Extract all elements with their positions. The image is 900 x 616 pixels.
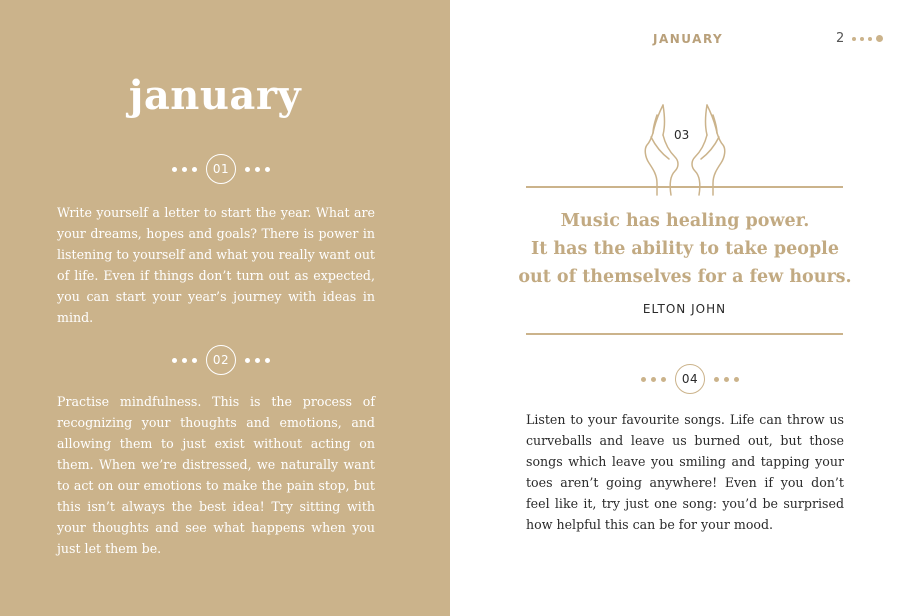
page-dot bbox=[876, 35, 883, 42]
page-number bbox=[836, 31, 883, 46]
divider-dot bbox=[182, 358, 187, 363]
clapping-hands-icon bbox=[635, 103, 735, 199]
divider-dot bbox=[714, 377, 719, 382]
quote-line: It has the ability to take people bbox=[531, 239, 839, 259]
divider-dot bbox=[651, 377, 656, 382]
divider-dot bbox=[192, 167, 197, 172]
entry-number-badge: 04 bbox=[675, 364, 705, 394]
divider-dot bbox=[255, 358, 260, 363]
divider-dot bbox=[245, 167, 250, 172]
entry-number-badge: 02 bbox=[206, 345, 236, 375]
entry-text-04: Listen to your favourite songs. Life can throw us curveballs and leave us burned out, but those songs which leave you smiling and tapping your toes aren’t going anywhere! Even if you don’t feel like it, try just one song: you’d be surprised how helpful this can be for your mood. bbox=[526, 412, 844, 532]
quote-bottom-rule bbox=[526, 333, 843, 335]
divider-dot bbox=[265, 167, 270, 172]
divider-dot bbox=[724, 377, 729, 382]
quote-top-rule bbox=[526, 186, 843, 188]
divider-dot bbox=[641, 377, 646, 382]
page-dot bbox=[852, 37, 856, 41]
entry-number-badge: 01 bbox=[206, 154, 236, 184]
entry-number-03: 03 bbox=[674, 128, 690, 142]
quote-line: out of themselves for a few hours. bbox=[518, 267, 852, 287]
entry-divider-01 bbox=[172, 154, 270, 184]
quote-author: ELTON JOHN bbox=[642, 302, 727, 316]
entry-divider-02 bbox=[172, 345, 270, 375]
divider-dot bbox=[172, 167, 177, 172]
right-page bbox=[450, 0, 900, 616]
entry-text-02: Practise mindfulness. This is the process of recognizing your thoughts and emotions, and allowing them to just exist without acting on them. When we’re distressed, we naturally want to act on our emotions to make the pain stop, but this isn’t always the best idea! Try sitting with your thoughts and see what happens when you just let them be. bbox=[57, 394, 375, 556]
divider-dot bbox=[255, 167, 260, 172]
month-title: january bbox=[128, 72, 302, 119]
divider-dot bbox=[245, 358, 250, 363]
running-head: JANUARY bbox=[653, 32, 724, 46]
divider-dot bbox=[182, 167, 187, 172]
divider-dot bbox=[172, 358, 177, 363]
entry-text-01: Write yourself a letter to start the year. What are your dreams, hopes and goals? There is power in listening to yourself and what you really want out of life. Even if things don’t turn out as expected, you can start your year’s journey with ideas in mind. bbox=[57, 205, 375, 325]
quote-line: Music has healing power. bbox=[560, 211, 810, 231]
divider-dot bbox=[265, 358, 270, 363]
quote-block bbox=[510, 207, 860, 291]
page-dot bbox=[860, 37, 864, 41]
entry-divider-04 bbox=[641, 364, 739, 394]
page-dot bbox=[868, 37, 872, 41]
divider-dot bbox=[192, 358, 197, 363]
divider-dot bbox=[661, 377, 666, 382]
page-number-value: 2 bbox=[836, 31, 845, 46]
divider-dot bbox=[734, 377, 739, 382]
